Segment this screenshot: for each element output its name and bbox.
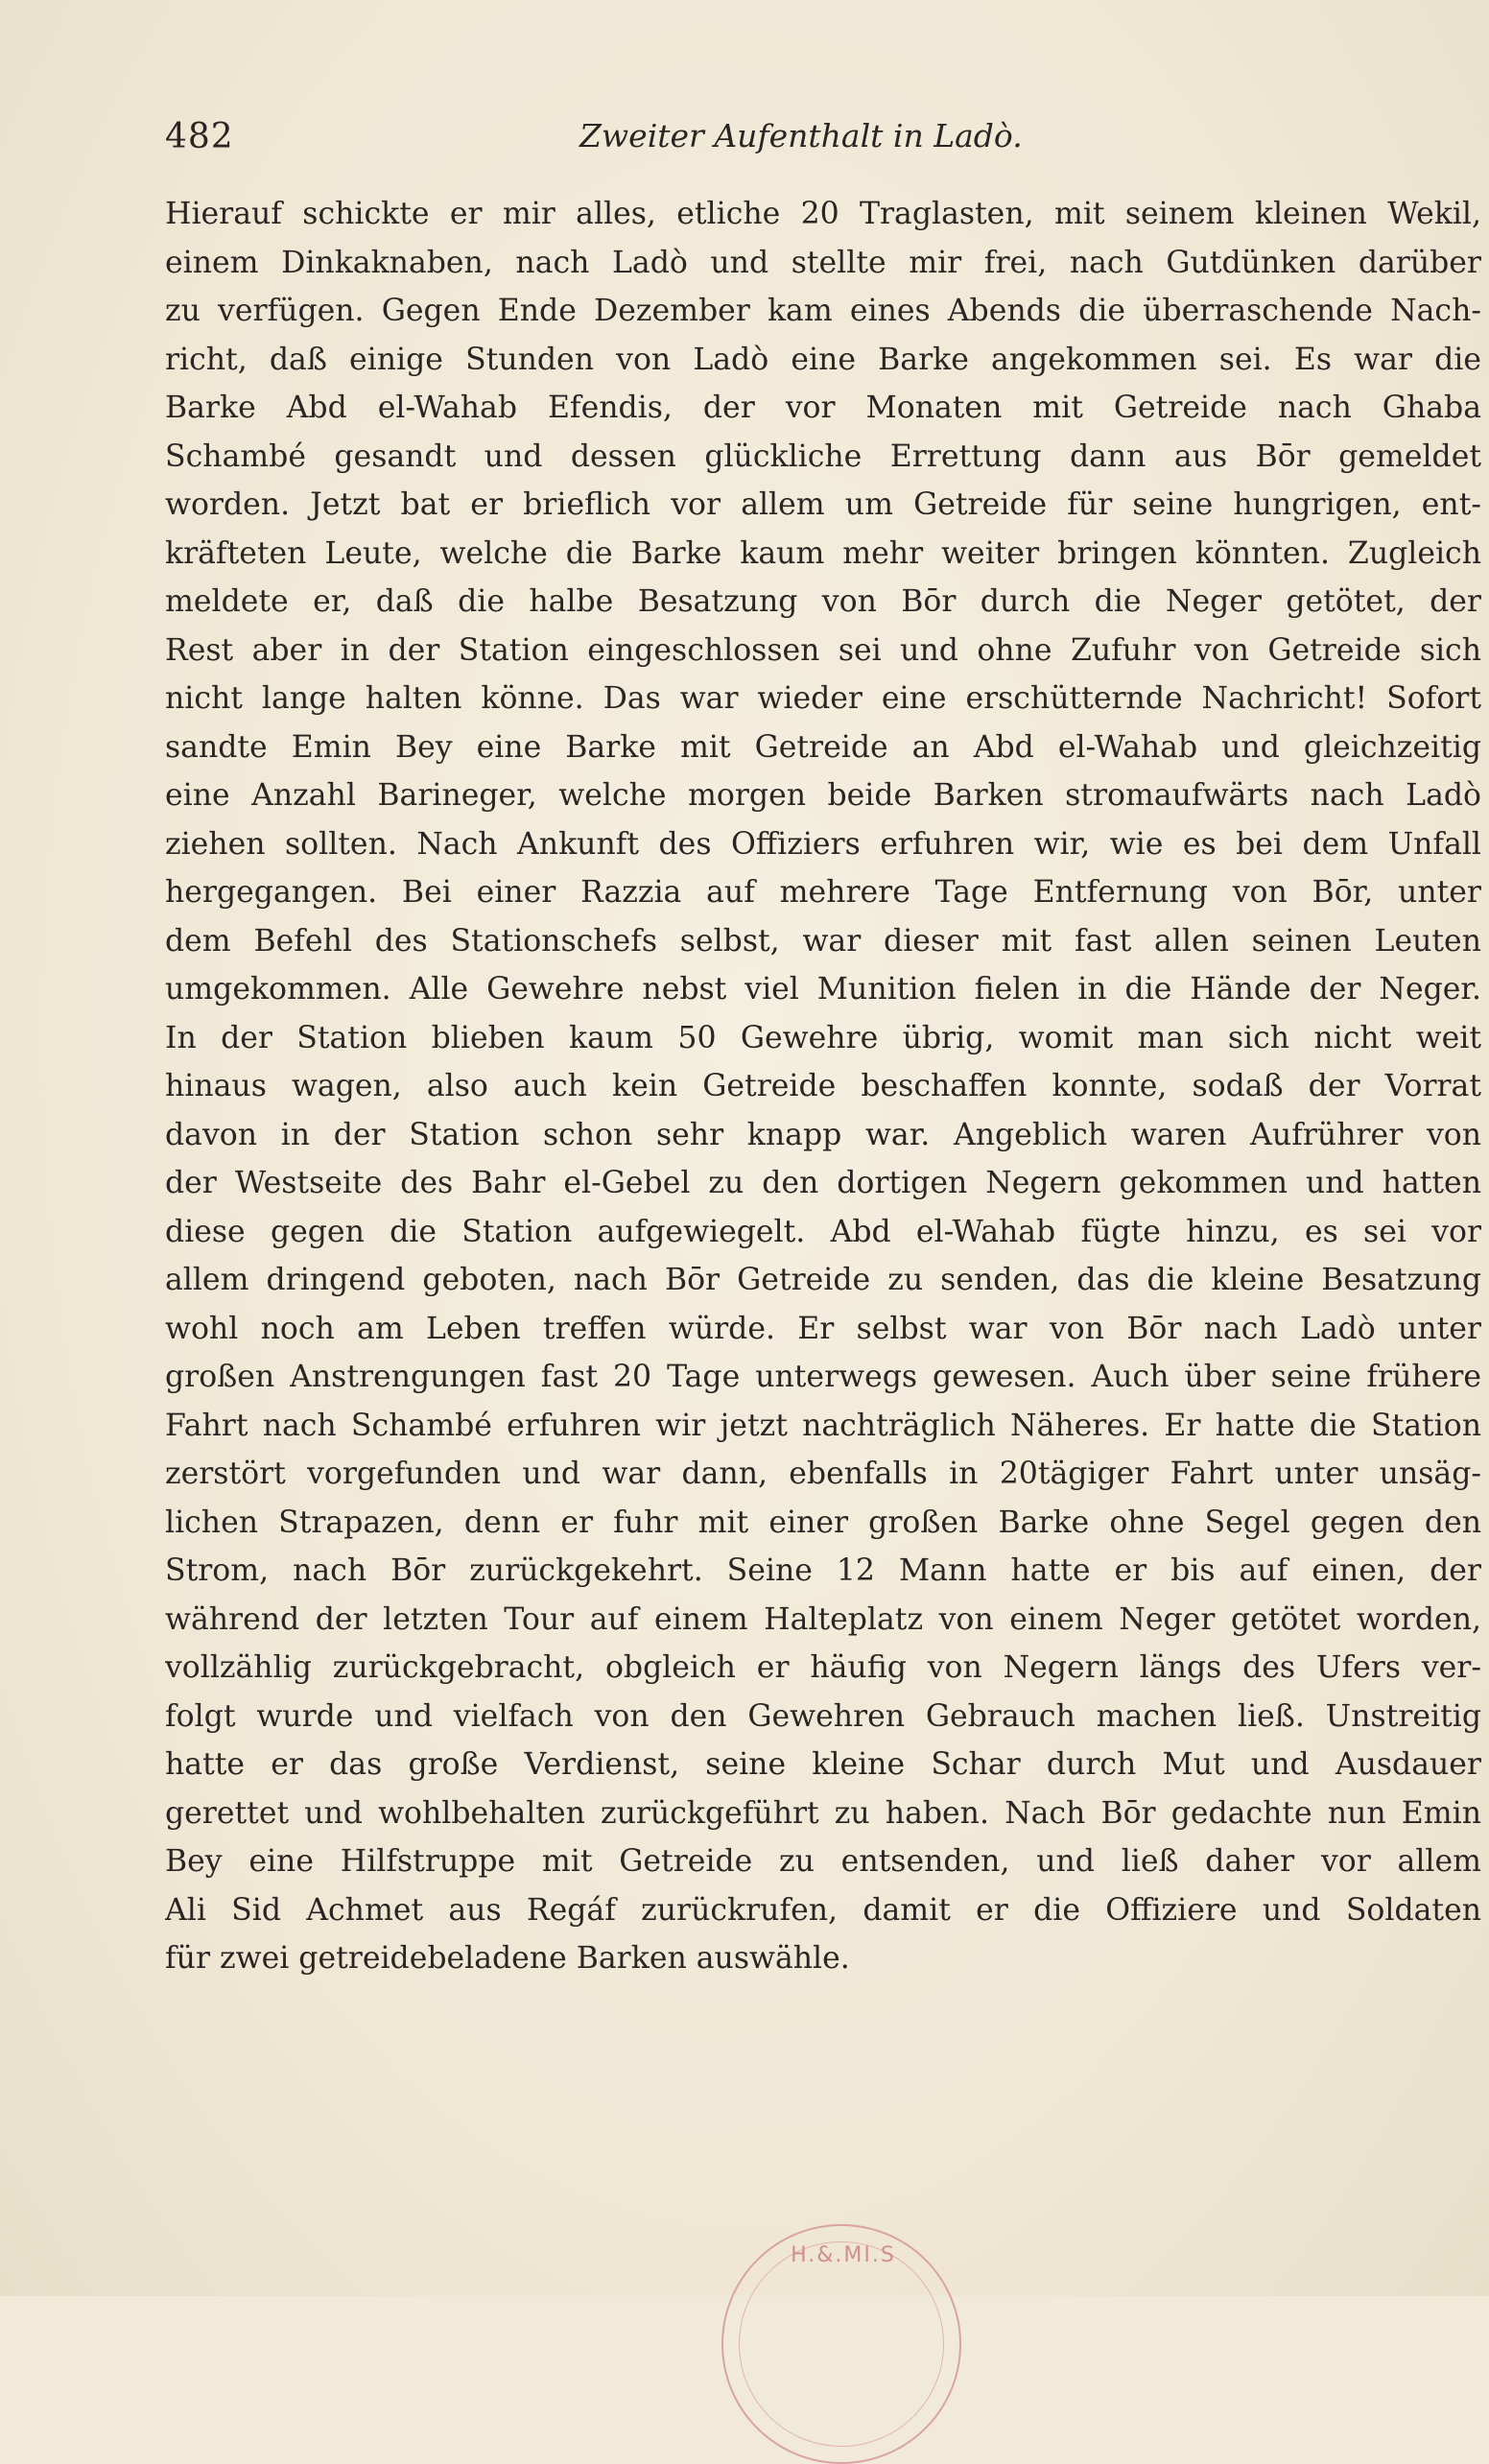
text-line: Schambé gesandt und dessen glückliche Errettung dann aus Bōr gemeldet (165, 438, 1481, 474)
running-title: Zweiter Aufenthalt in Ladò. (579, 117, 1023, 154)
text-line: folgt wurde und vielfach von den Gewehren Gebrauch machen ließ. Unstreitig (165, 1698, 1481, 1734)
body-text (165, 190, 1481, 1983)
text-line: Hierauf schickte er mir alles, etliche 20 Traglasten, mit seinem kleinen Wekil, (165, 197, 1481, 231)
text-line: Rest aber in der Station eingeschlossen sei und ohne Zufuhr von Getreide sich (165, 632, 1481, 668)
text-line: Fahrt nach Schambé erfuhren wir jetzt nachträglich Näheres. Er hatte die Station (165, 1408, 1481, 1443)
text-line: zerstört vorgefunden und war dann, ebenfalls in 20tägiger Fahrt unter unsäg- (165, 1457, 1481, 1491)
text-line: wohl noch am Leben treffen würde. Er selbst war von Bōr nach Ladò unter (165, 1311, 1481, 1346)
text-line: lichen Strapazen, denn er fuhr mit einer großen Barke ohne Segel gegen den (165, 1504, 1481, 1540)
page-number: 482 (165, 117, 234, 156)
text-line: Ali Sid Achmet aus Regáf zurückrufen, damit er die Offiziere und Soldaten (165, 1892, 1481, 1928)
text-line: allem dringend geboten, nach Bōr Getreide zu senden, das die kleine Besatzung (165, 1263, 1481, 1297)
text-line: Strom, nach Bōr zurückgekehrt. Seine 12 Mann hatte er bis auf einen, der (165, 1553, 1481, 1588)
text-line: hergegangen. Bei einer Razzia auf mehrere Tage Entfernung von Bōr, unter (165, 875, 1481, 910)
text-line: zu verfügen. Gegen Ende Dezember kam eines Abends die überraschende Nach- (165, 294, 1481, 328)
text-line: worden. Jetzt bat er brieflich vor allem um Getreide für seine hungrigen, ent- (165, 487, 1481, 522)
text-line: ziehen sollten. Nach Ankunft des Offiziers erfuhren wir, wie es bei dem Unfall (165, 826, 1481, 862)
text-line: großen Anstrengungen fast 20 Tage unterwegs gewesen. Auch über seine frühere (165, 1360, 1481, 1394)
text-line: Barke Abd el-Wahab Efendis, der vor Monaten mit Getreide nach Ghaba (165, 391, 1481, 425)
text-line: eine Anzahl Barineger, welche morgen beide Barken stromaufwärts nach Ladò (165, 778, 1481, 813)
text-line: gerettet und wohlbehalten zurückgeführt zu haben. Nach Bōr gedachte nun Emin (165, 1795, 1481, 1831)
text-line: diese gegen die Station aufgewiegelt. Abd el-Wahab fügte hinzu, es sei vor (165, 1214, 1481, 1249)
text-line: einem Dinkaknaben, nach Ladò und stellte mir frei, nach Gutdünken darüber (165, 245, 1481, 280)
text-line: hinaus wagen, also auch kein Getreide beschaffen konnte, sodaß der Vorrat (165, 1069, 1481, 1103)
text-line: davon in der Station schon sehr knapp war. Angeblich waren Aufrührer von (165, 1117, 1481, 1152)
text-line: dem Befehl des Stationschefs selbst, war dieser mit fast allen seinen Leuten (165, 923, 1481, 959)
text-line: kräfteten Leute, welche die Barke kaum mehr weiter bringen könnten. Zugleich (165, 535, 1481, 571)
library-stamp (721, 2224, 961, 2464)
text-line: vollzählig zurückgebracht, obgleich er häufig von Negern längs des Ufers ver- (165, 1650, 1481, 1685)
text-line: während der letzten Tour auf einem Halteplatz von einem Neger getötet worden, (165, 1601, 1481, 1637)
text-line: nicht lange halten könne. Das war wieder eine erschütternde Nachricht! Sofort (165, 681, 1481, 716)
text-line: der Westseite des Bahr el-Gebel zu den dortigen Negern gekommen und hatten (165, 1166, 1481, 1200)
text-line: umgekommen. Alle Gewehre nebst viel Munition fielen in die Hände der Neger. (165, 972, 1481, 1007)
text-line: für zwei getreidebeladene Barken auswähle. (165, 1941, 850, 1976)
stamp-inner-ring (739, 2241, 944, 2447)
text-line: In der Station blieben kaum 50 Gewehre übrig, womit man sich nicht weit (165, 1020, 1481, 1055)
text-line: Bey eine Hilfstruppe mit Getreide zu entsenden, und ließ daher vor allem (165, 1844, 1481, 1879)
text-line: meldete er, daß die halbe Besatzung von Bōr durch die Neger getötet, der (165, 584, 1481, 619)
text-line: richt, daß einige Stunden von Ladò eine Barke angekommen sei. Es war die (165, 342, 1481, 377)
stamp-text: H.&.MI.S (791, 2243, 896, 2267)
text-line: sandte Emin Bey eine Barke mit Getreide an Abd el-Wahab und gleichzeitig (165, 729, 1481, 765)
text-line: hatte er das große Verdienst, seine kleine Schar durch Mut und Ausdauer (165, 1747, 1481, 1782)
page-header (165, 113, 1489, 171)
